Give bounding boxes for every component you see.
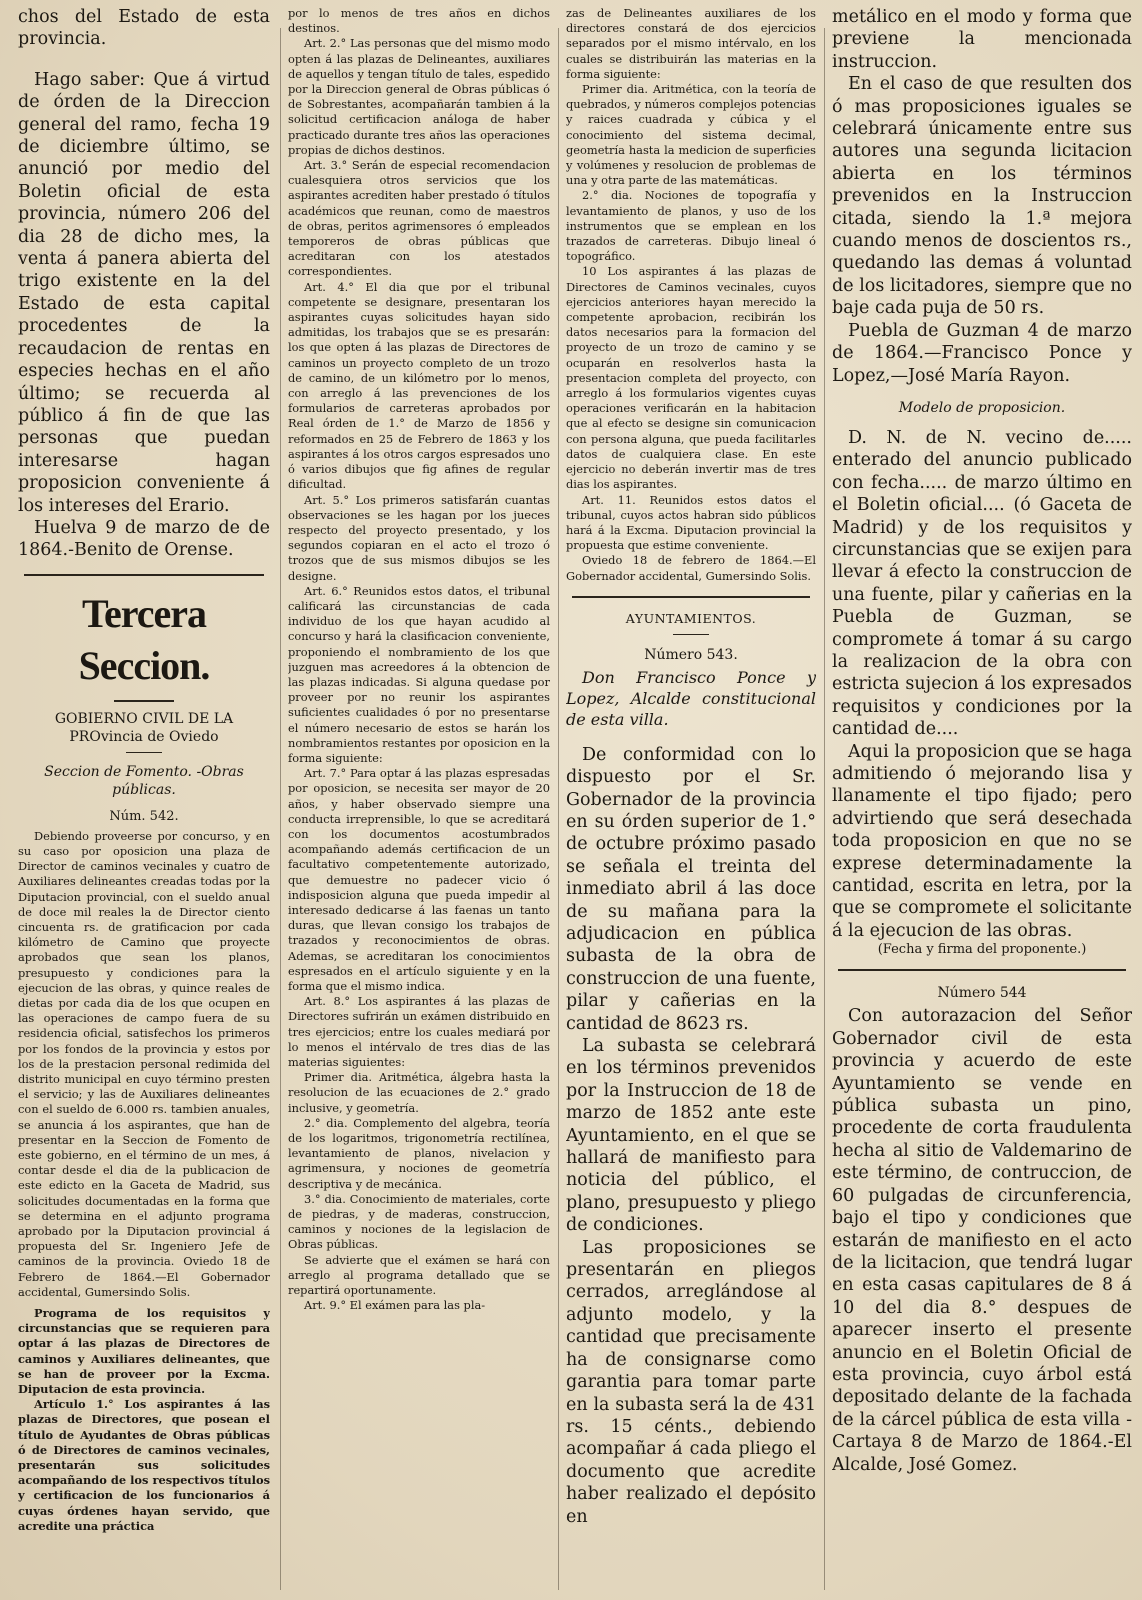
notice-number: Número 543. — [644, 646, 738, 663]
model-heading: Modelo de proposicion. — [898, 399, 1066, 416]
notice-number: Núm. 542. — [109, 808, 179, 824]
paragraph: 2.° dia. Complemento del algebra, teoría de los logaritmos, trigonometría rectilínea, levantamiento de planos, nivelacion y agrimensura, y nociones de geometría descriptiva y de mecánica. — [288, 1115, 550, 1191]
paragraph: D. N. de N. vecino de..... enterado del anuncio publicado con fecha..... de marzo último en el Boletin oficial.... (ó Gaceta de Madrid) y de los requisitos y circunstancias que se exijen para llevar á efecto la construccion de una fuente, pilar y cañerias en la Puebla de Guzman, se compromete á tomar á su cargo la realizacion de la obra con estricta sujecion á los expresados requisitos y condiciones por la cantidad de.... — [832, 427, 1132, 740]
paragraph: Don Francisco Ponce y Lopez, Alcalde constitucional de esta villa. — [566, 667, 816, 729]
paragraph: Artículo 1.° Los aspirantes á las plazas de Directores, que posean el título de Ayudantes de Obras públicas ó de Directores de caminos vecinales, presentarán sus solicitudes acompañando de los respectivos títulos y certificacion de los funcionarios á cuyas órdenes hayan servido, que acredite una práctica — [18, 1397, 270, 1533]
column-rule — [824, 28, 825, 1590]
paragraph: (Fecha y firma del proponente.) — [877, 942, 1087, 958]
paragraph: Art. 5.° Los primeros satisfarán cuantas observaciones se les hagan por los jueces respecto del proyecto presentado, y los segundos copiaran en el acto el trozo ó trozos que de sus mismos dibujos se les designe. — [288, 492, 550, 583]
paragraph: Hago saber: Que á virtud de órden de la Direccion general del ramo, fecha 19 de diciembre último, se anunció por medio del Boletin oficial de esta provincia, número 206 del dia 28 de dicho mes, la venta á panera abierta del trigo existente en la del Estado de esta capital procedentes de la recaudacion de rentas en especies hechas en el año último; se recuerda al público á fin de que las personas que puedan interesarse hagan proposicion conveniente á los intereses del Erario. — [18, 69, 270, 516]
divider — [24, 574, 264, 576]
paragraph: Debiendo proveerse por concurso, y en su caso por oposicion una plaza de Director de caminos vecinales y cuatro de Auxiliares delineantes creadas todas por la Diputacion provincial, con el sueldo anual de doce mil reales la de Director ciento cincuenta rs. de gratificacion por cada kilómetro de Camino que proyecte aprobados que sean los planos, presupuesto y condiciones para la ejecucion de las obras, y quince reales de dietas por cada dia de los que ocupen en las operaciones de campo fuera de su residencia oficial, satisfechos los primeros por los fondos de la provincia y estos por los de la prestacion personal redimida del distrito municipal en cuyo término presten el servicio; y las de Auxiliares delineantes con el sueldo de 6.000 rs. tambien anuales, se anuncia á los aspirantes, que han de presentar en la Seccion de Fomento de este gobierno, en el término de un mes, á contar desde el dia de la publicacion de este edicto en la Gaceta de Madrid, sus solicitudes documentadas en la forma que se determina en el adjunto programa aprobado por la Diputacion provincial á propuesta del Sr. Ingeniero Jefe de caminos de la provincia. Oviedo 18 de Febrero de 1864.—El Gobernador accidental, Gumersindo Solis. — [18, 828, 270, 1299]
divider — [838, 969, 1126, 971]
paragraph: Art. 8.° Los aspirantes á las plazas de Directores sufrirán un exámen distribuido en tres ejercicios; entre los cuales mediará por lo menos el intérvalo de tres dias de las materias siguientes: — [288, 994, 550, 1070]
ornament-divider — [114, 700, 174, 702]
column-3 — [566, 6, 816, 1594]
paragraph: Aqui la proposicion que se haga admitiendo ó mejorando lisa y llanamente el tipo fijado; pero advirtiendo que será desechada toda proposicion en que no se exprese determinadamente la cantidad, escrita en letra, por la que se compromete el solicitante á la ejecucion de las obras. — [832, 741, 1132, 941]
signature-line: Huelva 9 de marzo de de 1864.-Benito de Orense. — [18, 517, 270, 561]
subsection-heading: Seccion de Fomento. -Obras públicas. — [44, 763, 244, 798]
paragraph: Las proposiciones se presentarán en pliegos cerrados, arreglándose al adjunto modelo, y la cantidad que precisamente ha de consignarse como garantia para tomar parte en la subasta será la de 431 rs. 15 cénts., debiendo acompañar á cada pliego el documento que acredite haber realizado el depósito en — [566, 1237, 816, 1527]
paragraph: Primer dia. Aritmética, con la teoría de quebrados, y números complejos potencias y raices cuadrada y cúbica y el conocimiento del sistema decimal, geometría hasta la medicion de superficies y volúmenes y resolucion de problemas de una y otra parte de las matemáticas. — [566, 82, 816, 188]
paragraph: metálico en el modo y forma que previene la mencionada instruccion. — [832, 7, 1132, 72]
paragraph: Con autorazacion del Señor Gobernador civil de esta provincia y acuerdo de este Ayuntamiento se vende en pública subasta un pino, procedente de corta fraudulenta hecha al sitio de Valdemarino de este término, de contruccion, de 60 pulgadas de circunferencia, bajo el tipo y condiciones que estarán de manifiesto en el acto de la licitacion, que tendrá lugar en esta casas capitulares de 8 á 10 del dia 8.° despues de aparecer inserto el presente anuncio en el Boletin Oficial de esta provincia, cuyo árbol está depositado delante de la fachada de la cárcel pública de esta villa -Cartaya 8 de Marzo de 1864.-El Alcalde, José Gomez. — [832, 1006, 1132, 1475]
paragraph: En el caso de que resulten dos ó mas proposiciones iguales se celebrará únicamente entre sus autores una segunda licitacion abierta en los términos prevenidos en la Instruccion citada, siendo la 1.ª mejora cuando menos de doscientos rs., quedando las demas á voluntad de los licitadores, siempre que no baje cada puja de 50 rs. — [832, 74, 1132, 319]
paragraph: Art. 6.° Reunidos estos datos, el tribunal calificará las circunstancias de cada individuo de los que hayan acudido al concurso y hará la clasificacion conveniente, proponiendo el nombramiento de los que juzguen mas acreedores á la obtencion de las plazas indicadas. Si alguna quedase por proveer por no reunir los aspirantes suficientes cualidades ó por no presentarse el número necesario de estos se harán los nombramientos restantes por oposicion en la forma siguiente: — [288, 583, 550, 765]
column-4 — [832, 6, 1132, 1594]
paragraph: Art. 7.° Para optar á las plazas espresadas por oposicion, se necesita ser mayor de 20 años, y haber observado siempre una conducta irreprensible, lo que se acreditará con los documentos acostumbrados acompañando además certificacion de un facultativo competentemente autorizado, que demuestre no padecer vicio ó indisposicion alguna que pueda impedir al interesado dedicarse á las faenas un tanto duras, que llevan consigo los trabajos de trazados y reconocimientos de obras. Ademas, se acreditaran los conocimientos espresados en el artículo siguiente y en la forma que el mismo indica. — [288, 766, 550, 993]
paragraph: por lo menos de tres años en dichos destinos. — [288, 6, 550, 36]
paragraph: Art. 9.° El exámen para las pla- — [304, 1298, 486, 1313]
government-heading: GOBIERNO CIVIL DE LA PROvincia de Oviedo — [54, 710, 234, 745]
paragraph: chos del Estado de esta provincia. — [18, 7, 270, 50]
column-rule — [558, 28, 559, 1590]
column-rule — [280, 28, 281, 1590]
paragraph: Art. 4.° El dia que por el tribunal competente se designare, presentaran los aspirantes cuyas solicitudes hayan sido admitidas, los trabajos que se es presarán: los que opten á las plazas de Directores de caminos un proyecto completo de un trozo de camino, de un kilómetro por lo menos, con arreglo á las prevenciones de los formularios de carreteras aprobados por Real órden de 1.° de Marzo de 1856 y reformados en 25 de Febrero de 1863 y los aspirantes á los otros cargos espresados uno ó varios dibujos que fig afines de regular dificultad. — [288, 279, 550, 492]
paragraph: La subasta se celebrará en los términos prevenidos por la Instruccion de 18 de marzo de 1852 ante este Ayuntamiento, en el que se hallará de manifiesto para noticia del público, el plano, presupuesto y pliego de condiciones. — [566, 1036, 816, 1236]
paragraph: De conformidad con lo dispuesto por el Sr. Gobernador de la provincia en su órden superior de 1.° de octubre próximo pasado se señala el treinta del inmediato abril á las doce de su mañana para la adjudicacion en pública subasta de la obra de construccion de una fuente, pilar y cañerias en la cantidad de 8623 rs. — [566, 744, 816, 1034]
paragraph: Programa de los requisitos y circunstancias que se requieren para optar á las plazas de Directores de caminos y Auxiliares delineantes, que se han de proveer por la Excma. Diputacion de esta provincia. — [18, 1306, 270, 1397]
paragraph: Se advierte que el exámen se hará con arreglo al programa detallado que se repartirá oportunamente. — [288, 1252, 550, 1298]
notice-number: Número 544 — [937, 985, 1027, 1002]
section-heading: AYUNTAMIENTOS. — [625, 610, 757, 626]
paragraph: zas de Delineantes auxiliares de los directores constará de dos ejercicios separados por el mismo intérvalo, en los cuales se distribuirán las materias en la forma siguiente: — [566, 6, 816, 81]
paragraph: 10 Los aspirantes á las plazas de Directores de Caminos vecinales, cuyos ejercicios anteriores hayan merecido la competente aprobacion, recibirán los datos necesarios para la formacion del proyecto de un trozo de camino y se ocuparán en resolverlos hasta la presentacion completa del proyecto, con arreglo á los formularios vigentes cuyas operaciones verificarán en la habitacion que al efecto se designe sin comunicacion con persona alguna, que pueda facilitarles datos de cualquiera clase. En este ejercicio no deberán invertir mas de tres dias los aspirantes. — [566, 264, 816, 492]
paragraph: Art. 11. Reunidos estos datos el tribunal, cuyos actos habran sido públicos hará á la Excma. Diputacion provincial la propuesta que estime conveniente. — [566, 492, 816, 553]
paragraph: Art. 2.° Las personas que del mismo modo opten á las plazas de Delineantes, auxiliares de aquellos y tengan título de tales, espedido por la Direccion general de Obras públicas ó de Sobrestantes, acompañarán tambien á la solicitud certificacion análoga de haber practicado durante tres años las operaciones propias de dichos destinos. — [288, 36, 550, 157]
section-heading: Tercera Seccion. — [78, 590, 210, 688]
column-1 — [18, 6, 270, 1594]
paragraph: 3.° dia. Conocimiento de materiales, corte de piedras, y de maderas, construccion, caminos y nociones de la legislacion de Obras públicas. — [288, 1191, 550, 1252]
column-2 — [288, 6, 550, 1594]
divider — [572, 596, 810, 598]
paragraph: Primer dia. Aritmética, álgebra hasta la resolucion de las ecuaciones de 2.° grado inclusive, y geometría. — [288, 1070, 550, 1115]
signature-line: Puebla de Guzman 4 de marzo de 1864.—Francisco Ponce y Lopez,—José María Rayon. — [832, 320, 1132, 386]
divider — [673, 634, 709, 635]
signature-line: Oviedo 18 de febrero de 1864.—El Gobernador accidental, Gumersindo Solis. — [566, 553, 816, 583]
paragraph: 2.° dia. Nociones de topografía y levantamiento de planos, y uso de los instrumentos que se emplean en los trazados de carreteras. Dibujo lineal ó topográfico. — [566, 188, 816, 264]
divider — [126, 752, 162, 753]
paragraph: Art. 3.° Serán de especial recomendacion cualesquiera otros servicios que los aspirantes acrediten haber prestado ó títulos académicos que reunan, como de maestros de obras, peritos agrimensores ó empleados temporeros de obras públicas que acreditaran con los atestados correspondientes. — [288, 158, 550, 279]
